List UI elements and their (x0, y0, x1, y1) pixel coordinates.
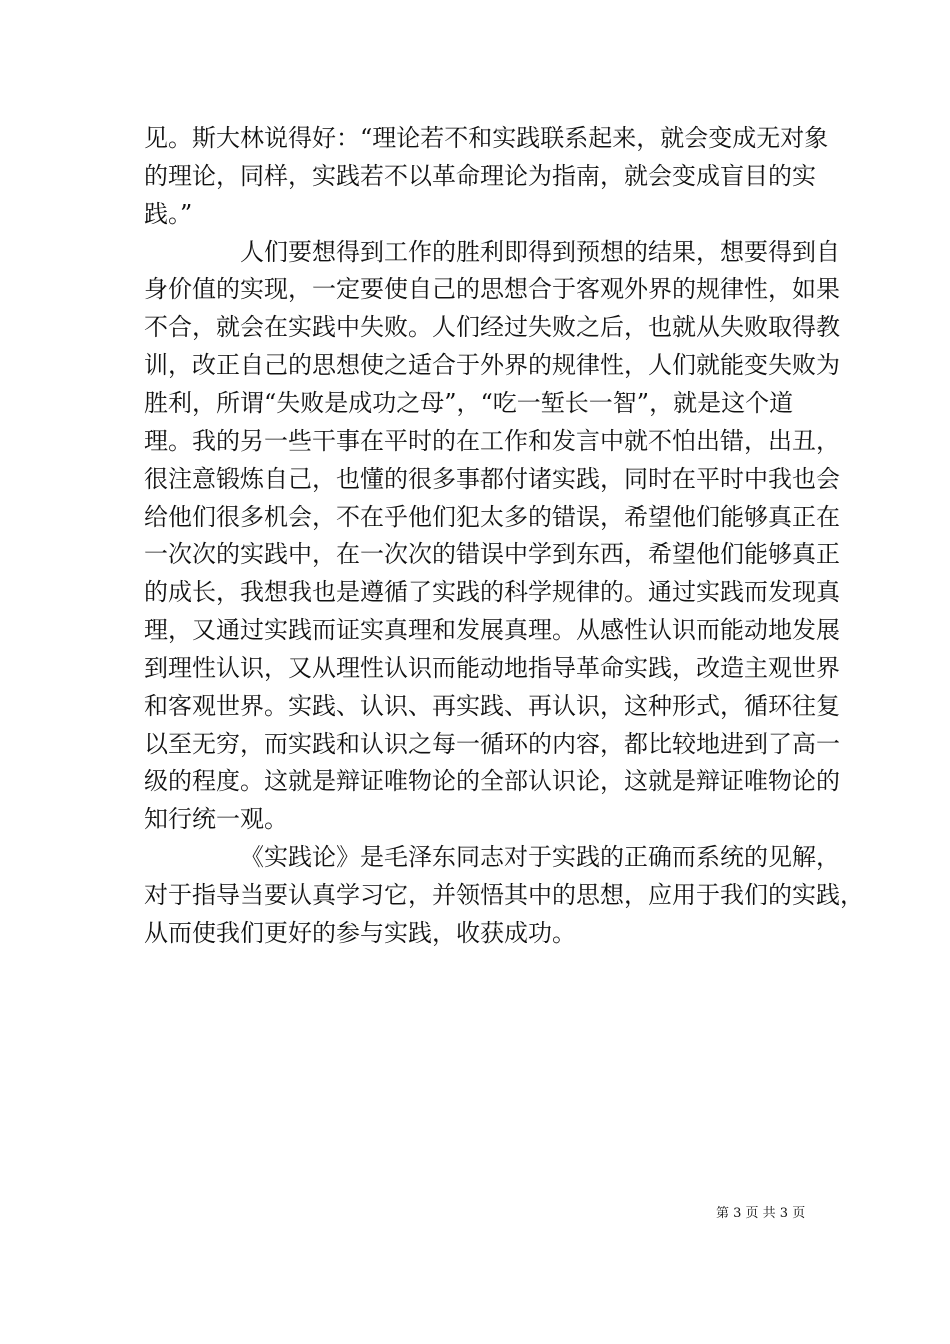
text-line: 级的程度。这就是辩证唯物论的全部认识论，这就是辩证唯物论的 (144, 767, 840, 795)
text-line: 到理性认识，又从理性认识而能动地指导革命实践，改造主观世界 (144, 654, 840, 682)
text-line: 的成长，我想我也是遵循了实践的科学规律的。通过实践而发现真 (144, 578, 840, 606)
text-line: 知行统一观。 (144, 805, 288, 833)
text-line: 理。我的另一些干事在平时的在工作和发言中就不怕出错，出丑， (144, 427, 840, 455)
text-line: 对于指导当要认真学习它，并领悟其中的思想，应用于我们的实践， (144, 881, 864, 909)
page-footer: 第 3 页 共 3 页 (716, 1206, 806, 1221)
text-line: 不合，就会在实践中失败。人们经过失败之后，也就从失败取得教 (144, 313, 840, 341)
text-line: 践。” (144, 200, 193, 228)
text-line: 训，改正自己的思想使之适合于外界的规律性，人们就能变失败为 (144, 351, 840, 379)
text-line: 给他们很多机会，不在乎他们犯太多的错误，希望他们能够真正在 (144, 503, 840, 531)
text-line: 以至无穷，而实践和认识之每一循环的内容，都比较地进到了高一 (144, 730, 840, 758)
text-line: 理，又通过实践而证实真理和发展真理。从感性认识而能动地发展 (144, 616, 840, 644)
text-line: 从而使我们更好的参与实践，收获成功。 (144, 919, 576, 947)
text-line: 人们要想得到工作的胜利即得到预想的结果，想要得到自 (240, 238, 840, 266)
text-line: 很注意锻炼自己，也懂的很多事都付诸实践，同时在平时中我也会 (144, 465, 840, 493)
text-line: 和客观世界。实践、认识、再实践、再认识，这种形式，循环往复 (144, 692, 840, 720)
text-line: 一次次的实践中，在一次次的错误中学到东西，希望他们能够真正 (144, 540, 840, 568)
text-line: 身价值的实现，一定要使自己的思想合于客观外界的规律性，如果 (144, 275, 840, 303)
text-line: 的理论，同样，实践若不以革命理论为指南，就会变成盲目的实 (144, 162, 816, 190)
text-line: 《实践论》是毛泽东同志对于实践的正确而系统的见解， (240, 843, 840, 871)
text-line: 胜利，所谓“失败是成功之母”，“吃一堑长一智”，就是这个道 (144, 389, 794, 417)
text-line: 见。斯大林说得好：“理论若不和实践联系起来，就会变成无对象 (144, 124, 829, 152)
